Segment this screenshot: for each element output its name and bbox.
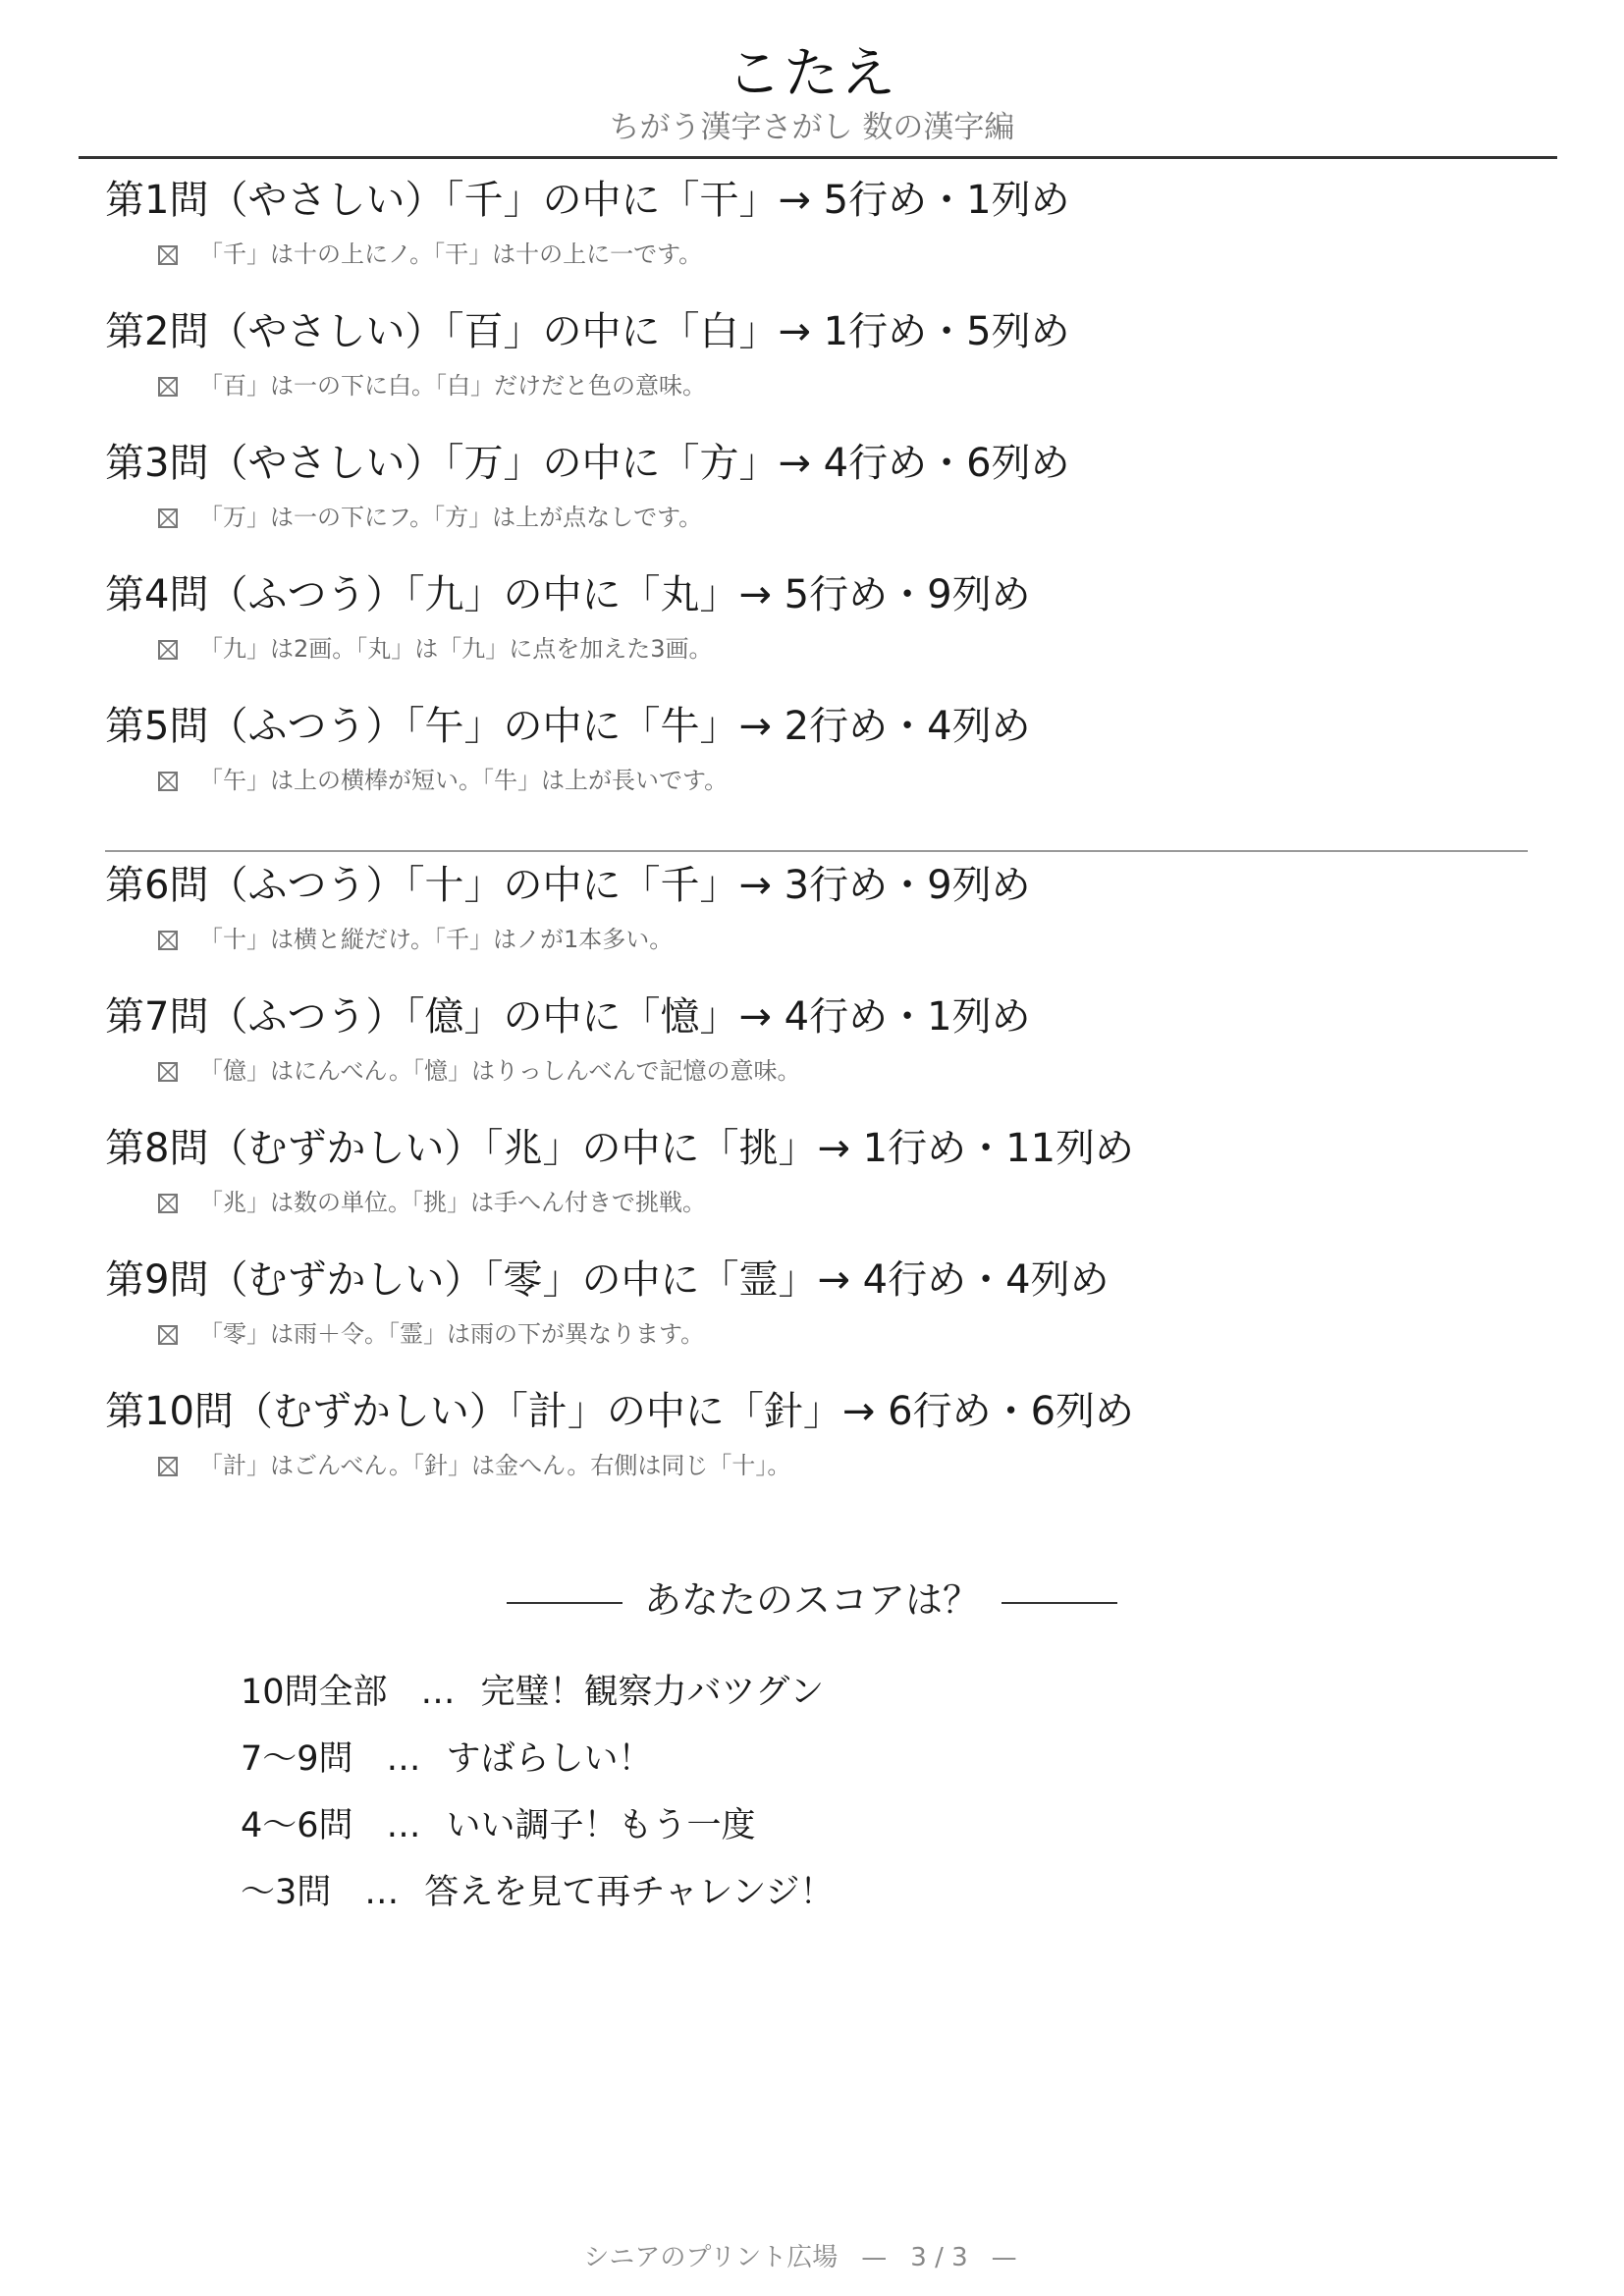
score-row [241, 1792, 1124, 1859]
score-separator: … [386, 1806, 421, 1845]
answer-label: 第8問（むずかしい）「兆」の中に「挑」→ 1行め・11列め [105, 1126, 1135, 1171]
answer-note-text: 「億」はにんべん。「憶」はりっしんべんで記憶の意味。 [199, 1057, 801, 1085]
footer-dash-left: — [861, 2243, 888, 2272]
score-message: 完璧！観察力バツグン [480, 1673, 825, 1712]
answer-label: 第4問（ふつう）「九」の中に「丸」→ 5行め・9列め [105, 572, 1031, 617]
score-range: 10問全部 [241, 1673, 388, 1712]
answer-label: 第9問（むずかしい）「零」の中に「霊」→ 4行め・4列め [105, 1257, 1110, 1303]
score-message: すばらしい！ [446, 1739, 653, 1779]
answer-label: 第2問（やさしい）「百」の中に「白」→ 1行め・5列め [105, 309, 1070, 354]
score-list [241, 1659, 1124, 1926]
score-row [241, 1726, 1124, 1792]
answer-note-text: 「千」は十の上にノ。「干」は十の上に一です。 [199, 240, 703, 268]
answer-note-text: 「九」は2画。「丸」は「九」に点を加えた3画。 [199, 635, 713, 663]
page-title: こたえ [727, 42, 897, 106]
answer-note [158, 1317, 704, 1351]
crossed-box-icon [158, 931, 178, 950]
footer-dash-right: — [991, 2243, 1017, 2272]
score-row [241, 1659, 1124, 1726]
answer-label: 第3問（やさしい）「万」の中に「方」→ 4行め・6列め [105, 441, 1070, 486]
crossed-box-icon [158, 640, 178, 660]
answer-note-text: 「計」はごんべん。「針」は金へん。右側は同じ「十」。 [199, 1452, 791, 1479]
answer-label: 第10問（むずかしい）「計」の中に「針」→ 6行め・6列め [105, 1389, 1135, 1434]
answer-item [105, 860, 1558, 978]
answer-note [158, 764, 728, 797]
answer-note [158, 632, 713, 666]
crossed-box-icon [158, 1457, 178, 1476]
answer-label: 第1問（やさしい）「千」の中に「干」→ 5行め・1列め [105, 178, 1070, 223]
answer-item [105, 569, 1558, 687]
answer-item [105, 701, 1558, 819]
score-separator: … [420, 1673, 456, 1712]
answer-note [158, 1186, 706, 1219]
crossed-box-icon [158, 245, 178, 265]
answer-note [158, 369, 706, 402]
score-message: 答えを見て再チャレンジ！ [424, 1873, 835, 1912]
answer-note [158, 501, 702, 534]
answer-note-text: 「万」は一の下にフ。「方」は上が点なしです。 [199, 504, 703, 531]
answer-note-text: 「百」は一の下に白。「白」だけだと色の意味。 [199, 372, 706, 400]
crossed-box-icon [158, 508, 178, 528]
crossed-box-icon [158, 772, 178, 791]
heading-rule-right [1001, 1602, 1117, 1604]
score-separator: … [364, 1873, 400, 1912]
crossed-box-icon [158, 377, 178, 397]
answer-item [105, 1255, 1558, 1372]
answer-label: 第6問（ふつう）「十」の中に「千」→ 3行め・9列め [105, 863, 1031, 908]
page-number: 3 / 3 [910, 2243, 968, 2272]
answer-note-text: 「兆」は数の単位。「挑」は手へん付きで挑戦。 [199, 1189, 706, 1216]
page-subtitle: ちがう漢字さがし 数の漢字編 [609, 110, 1015, 145]
crossed-box-icon [158, 1194, 178, 1213]
answer-note-text: 「午」は上の横棒が短い。「牛」は上が長いです。 [199, 767, 729, 794]
header-divider [79, 156, 1557, 159]
answer-label: 第7問（ふつう）「億」の中に「憶」→ 4行め・1列め [105, 994, 1031, 1040]
answer-note-text: 「十」は横と縦だけ。「千」はノが1本多い。 [199, 926, 674, 953]
answer-item [105, 991, 1558, 1109]
answer-note-text: 「零」は雨＋令。「霊」は雨の下が異なります。 [199, 1320, 705, 1348]
crossed-box-icon [158, 1325, 178, 1345]
section-divider [105, 850, 1528, 852]
answer-item [105, 306, 1558, 424]
score-range: 〜3問 [241, 1873, 332, 1912]
crossed-box-icon [158, 1062, 178, 1082]
score-range: 4〜6問 [241, 1806, 353, 1845]
answer-note [158, 1449, 790, 1482]
score-separator: … [386, 1739, 421, 1779]
page-footer [0, 2241, 1624, 2274]
score-row [241, 1859, 1124, 1926]
heading-rule-left [507, 1602, 623, 1604]
answer-note [158, 923, 673, 956]
answer-note [158, 238, 702, 271]
answer-item [105, 175, 1558, 293]
footer-site: シニアのプリント広場 [583, 2243, 839, 2272]
score-heading [0, 1575, 1624, 1625]
answer-note [158, 1054, 800, 1088]
answer-label: 第5問（ふつう）「午」の中に「牛」→ 2行め・4列め [105, 704, 1031, 749]
score-range: 7〜9問 [241, 1739, 353, 1779]
answer-item [105, 1386, 1558, 1504]
answer-item [105, 438, 1558, 556]
score-heading-text: あなたのスコアは？ [643, 1578, 980, 1622]
score-message: いい調子！もう一度 [446, 1806, 756, 1845]
answer-item [105, 1123, 1558, 1241]
